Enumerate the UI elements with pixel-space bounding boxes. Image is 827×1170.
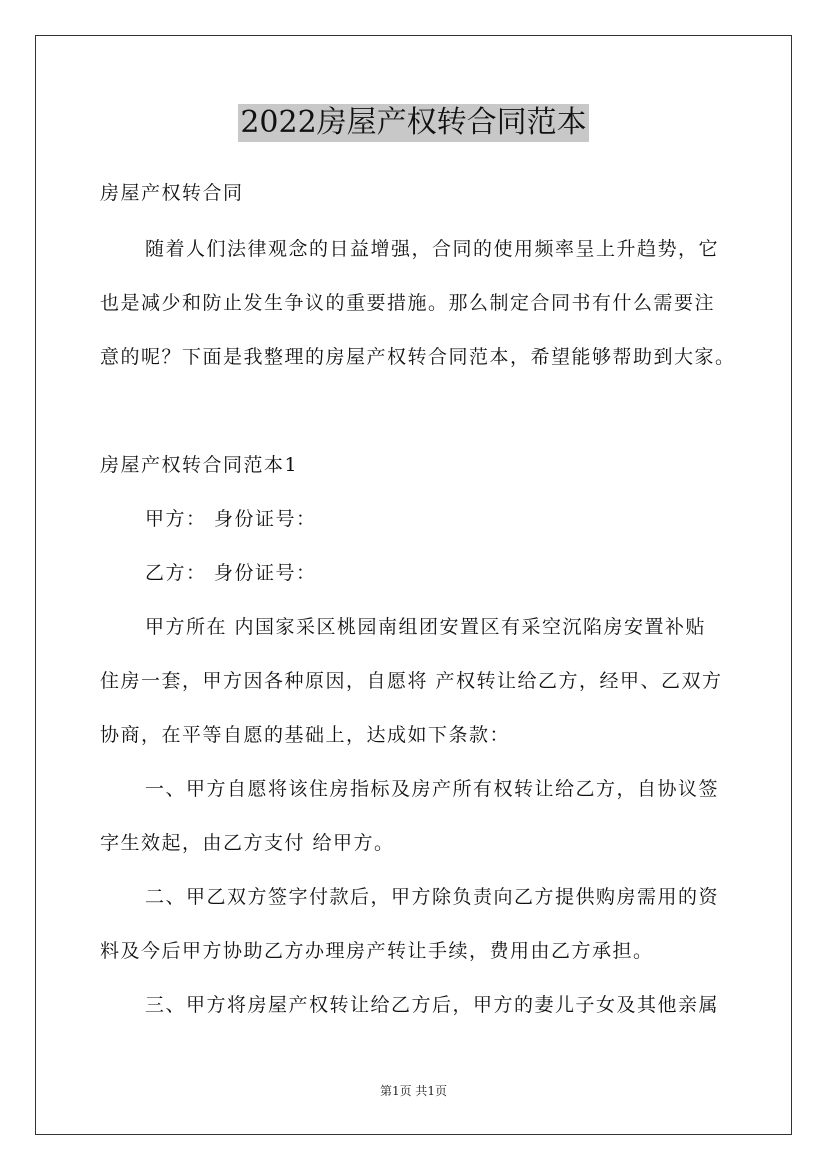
title-container xyxy=(0,104,827,142)
body-line-1: 甲方所在 内国家采区桃园南组团安置区有采空沉陷房安置补贴 xyxy=(145,616,707,638)
intro-line-1: 随着人们法律观念的日益增强，合同的使用频率呈上升趋势，它 xyxy=(145,238,720,260)
document-heading: 房屋产权转合同 xyxy=(100,182,244,204)
clause-1-line-1: 一、甲方自愿将该住房指标及房产所有权转让给乙方，自协议签 xyxy=(145,778,720,800)
section-title: 房屋产权转合同范本1 xyxy=(100,454,299,476)
document-title: 2022房屋产权转合同范本 xyxy=(240,105,587,140)
clause-3-line-1: 三、甲方将房屋产权转让给乙方后，甲方的妻儿子女及其他亲属 xyxy=(145,994,720,1016)
intro-line-2: 也是减少和防止发生争议的重要措施。那么制定合同书有什么需要注 xyxy=(100,292,716,314)
body-line-3: 协商，在平等自愿的基础上，达成如下条款： xyxy=(100,724,511,746)
clause-1-line-2: 字生效起，由乙方支付 给甲方。 xyxy=(100,832,395,854)
page-footer: 第1页 共1页 xyxy=(379,1084,448,1098)
party-a-line: 甲方： 身份证号： xyxy=(145,508,317,530)
body-line-2: 住房一套，甲方因各种原因，自愿将 产权转让给乙方，经甲、乙双方 xyxy=(100,670,723,692)
intro-line-3: 意的呢？下面是我整理的房屋产权转合同范本，希望能够帮助到大家。 xyxy=(100,346,736,368)
clause-2-line-2: 料及今后甲方协助乙方办理房产转让手续，费用由乙方承担。 xyxy=(100,940,654,962)
party-b-line: 乙方： 身份证号： xyxy=(145,562,317,584)
clause-2-line-1: 二、甲乙双方签字付款后，甲方除负责向乙方提供购房需用的资 xyxy=(145,886,720,908)
